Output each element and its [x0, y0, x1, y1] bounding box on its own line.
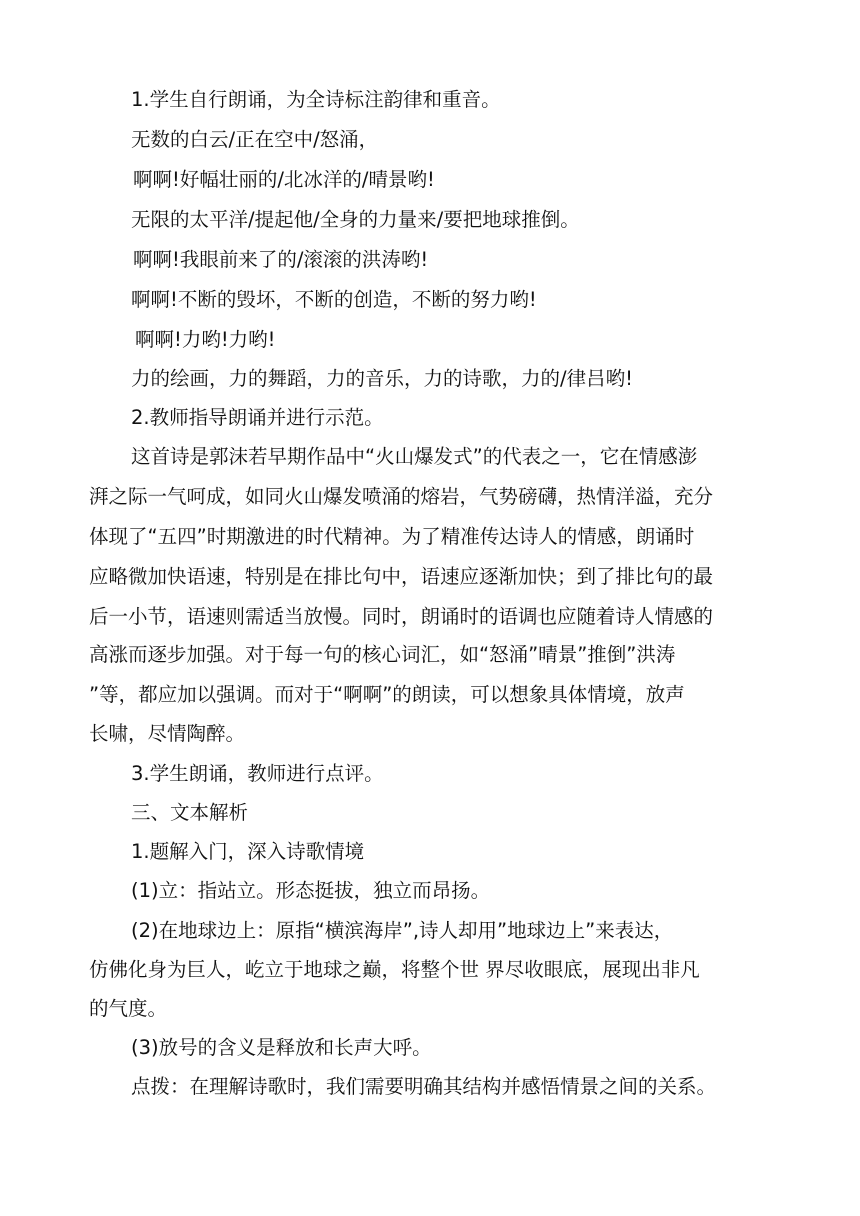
text-line: (2)在地球边上：原指“横滨海岸”,诗人却用”地球边上”来表达，: [131, 919, 674, 942]
poem-line: 啊啊!力哟!力哟!: [135, 328, 276, 351]
poem-line: 力的绘画，力的舞蹈，力的音乐，力的诗歌，力的/律吕哟!: [131, 367, 633, 390]
poem-line: 啊啊!我眼前来了的/滚滚的洪涛哟!: [133, 248, 429, 271]
poem-line: 无数的白云/正在空中/怒涌，: [131, 128, 379, 151]
paragraph-line: 应略微加快语速，特别是在排比句中，语速应逐渐加快；到了排比句的最: [89, 565, 714, 588]
text-line: 点拨：在理解诗歌时，我们需要明确其结构并感悟情景之间的关系。: [131, 1075, 717, 1098]
poem-line: 啊啊!不断的毁坏，不断的创造，不断的努力哟!: [131, 288, 537, 311]
paragraph-line: 仿佛化身为巨人，屹立于地球之巅，将整个世 界尽收眼底，展现出非凡: [89, 958, 700, 981]
subsection-heading: 1.题解入门，深入诗歌情境: [131, 840, 365, 863]
paragraph-line: 体现了“五四”时期激进的时代精神。为了精准传达诗人的情感，朗诵时: [89, 525, 695, 548]
paragraph-line: 这首诗是郭沫若早期作品中“火山爆发式”的代表之一，它在情感澎: [131, 445, 698, 468]
poem-line: 啊啊!好幅壮丽的/北冰洋的/晴景哟!: [133, 168, 435, 191]
paragraph-line: 的气度。: [89, 997, 168, 1020]
paragraph-line: 长啸，尽情陶醉。: [89, 722, 246, 745]
text-line: 3.学生朗诵，教师进行点评。: [131, 762, 384, 785]
text-line: (3)放号的含义是释放和长声大呼。: [131, 1036, 432, 1059]
paragraph-line: ”等，都应加以强调。而对于“啊啊”的朗读，可以想象具体情境，放声: [89, 683, 685, 706]
paragraph-line: 湃之际一气呵成，如同火山爆发喷涌的熔岩，气势磅礴，热情洋溢，充分: [89, 485, 714, 508]
poem-line: 无限的太平洋/提起他/全身的力量来/要把地球推倒。: [131, 208, 580, 231]
paragraph-line: 高涨而逐步加强。对于每一句的核心词汇，如“怒涌”晴景”推倒”洪涛: [89, 643, 676, 666]
text-line: 2.教师指导朗诵并进行示范。: [131, 406, 384, 429]
section-heading: 三、文本解析: [131, 801, 249, 824]
text-line: 1.学生自行朗诵，为全诗标注韵律和重音。: [131, 88, 501, 111]
paragraph-line: 后一小节，语速则需适当放慢。同时，朗诵时的语调也应随着诗人情感的: [89, 605, 714, 628]
text-line: (1)立：指站立。形态挺拔，独立而昂扬。: [131, 879, 491, 902]
